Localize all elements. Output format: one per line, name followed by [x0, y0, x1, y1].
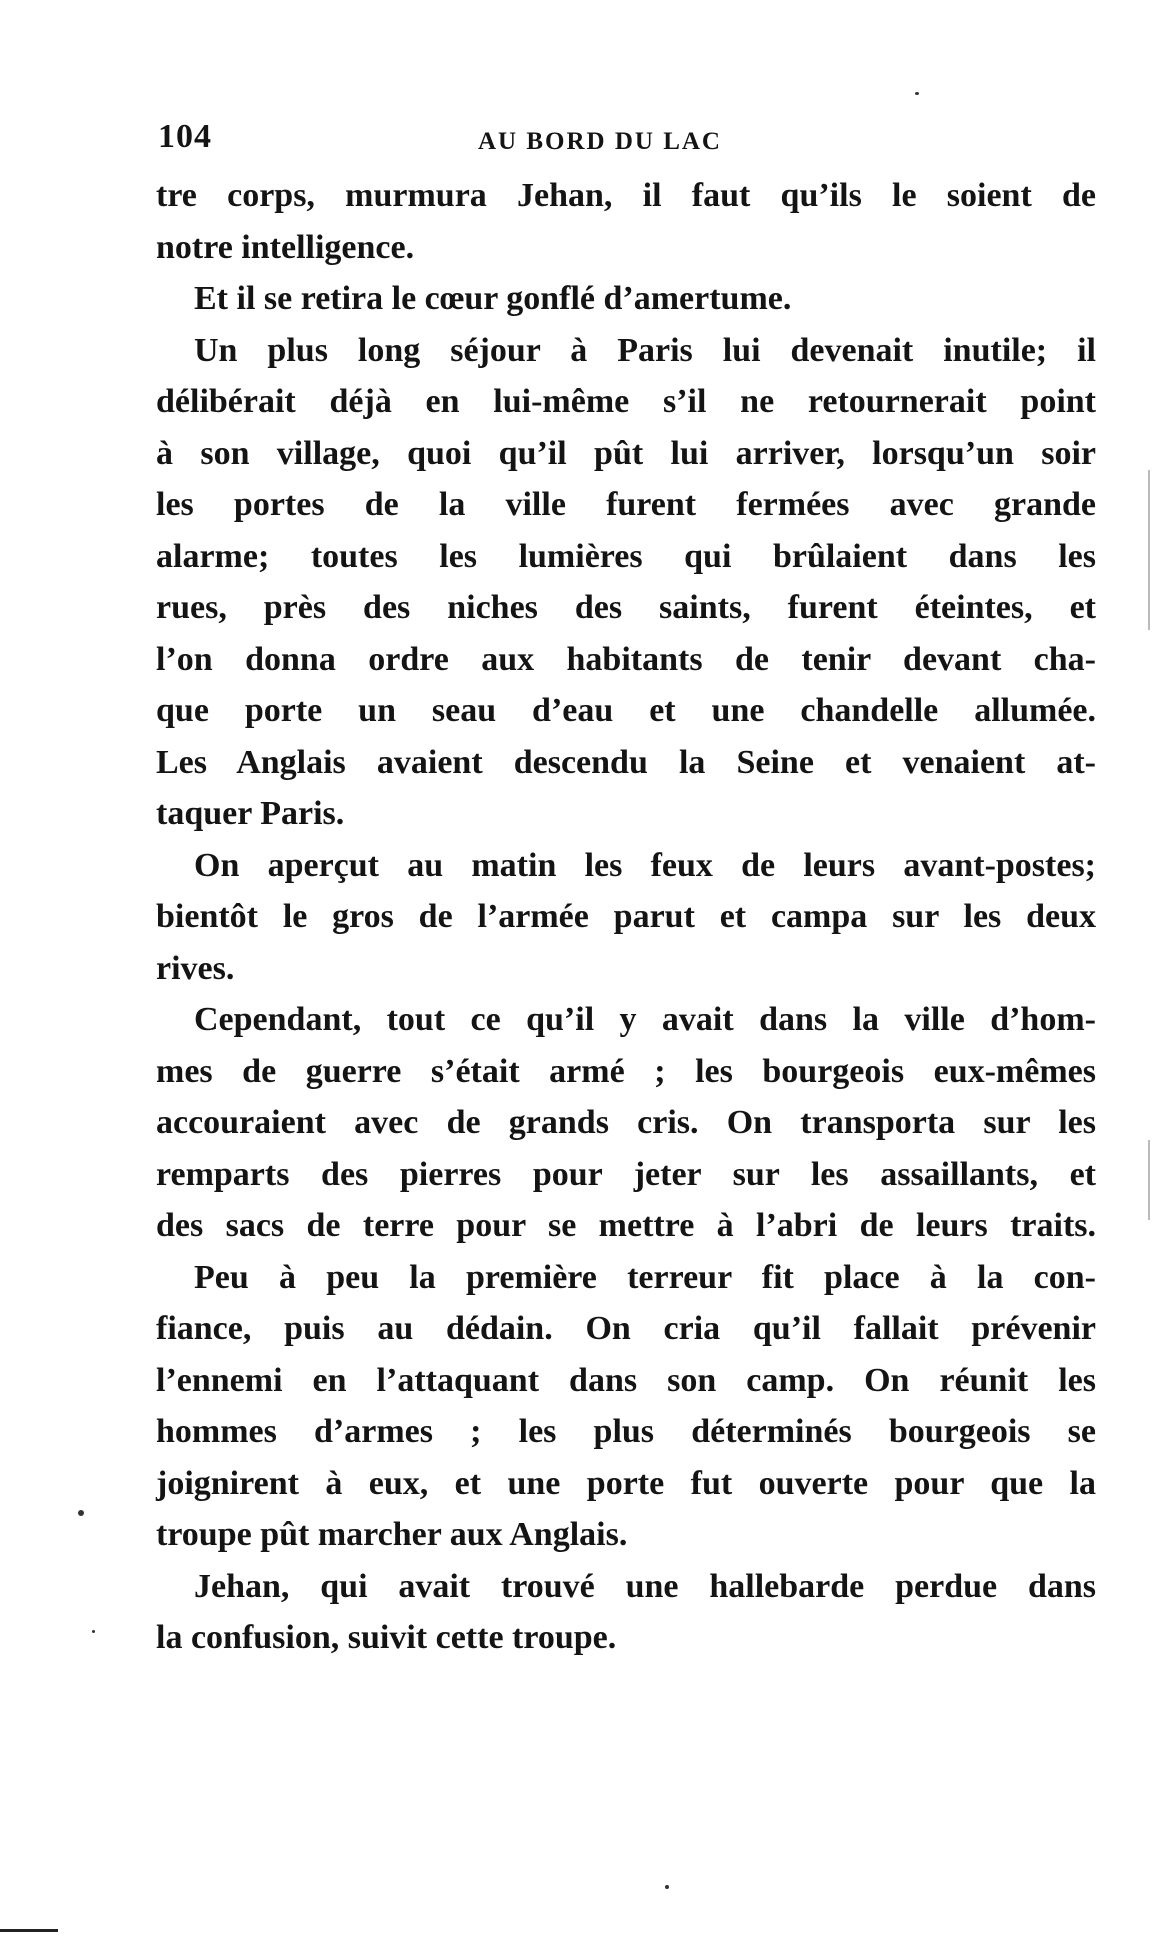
scan-edge-rule [0, 1929, 58, 1932]
text-line: Cependant, tout ce qu’il y avait dans la ville d’hom- [194, 1001, 1096, 1038]
running-title: AU BORD DU LAC [478, 128, 722, 155]
text-line: des sacs de terre pour se mettre à l’abri de leurs traits. [156, 1207, 1096, 1244]
scan-speck [78, 1510, 84, 1516]
text-line: mes de guerre s’était armé ; les bourgeois eux-mêmes [156, 1052, 1096, 1090]
text-line: rives. [156, 949, 235, 987]
text-line: Et il se retira le cœur gonflé d’amertume. [194, 280, 792, 317]
page-header [158, 118, 1088, 162]
text-line: fiance, puis au dédain. On cria qu’il fallait prévenir [156, 1310, 1096, 1347]
text-line: la confusion, suivit cette troupe. [156, 1619, 617, 1656]
text-line: troupe pût marcher aux Anglais. [156, 1516, 628, 1553]
text-line: tre corps, murmura Jehan, il faut qu’ils le soient de [156, 177, 1096, 214]
text-line: délibérait déjà en lui-même s’il ne retournerait point [156, 383, 1096, 420]
text-line: taquer Paris. [156, 795, 345, 832]
scan-speck [665, 1885, 669, 1889]
text-line: alarme; toutes les lumières qui brûlaient dans les [156, 537, 1096, 575]
text-line: bientôt le gros de l’armée parut et campa sur les deux [156, 898, 1096, 935]
text-line: les portes de la ville furent fermées avec grande [156, 486, 1096, 523]
text-line: Les Anglais avaient descendu la Seine et venaient at- [156, 743, 1096, 781]
body-text [156, 170, 1096, 1664]
text-line: notre intelligence. [156, 228, 415, 266]
text-line: rues, près des niches des saints, furent éteintes, et [156, 589, 1096, 626]
text-line: Jehan, qui avait trouvé une hallebarde perdue dans [194, 1567, 1096, 1605]
text-line: accouraient avec de grands cris. On transporta sur les [156, 1104, 1096, 1141]
text-line: hommes d’armes ; les plus déterminés bourgeois se [156, 1413, 1096, 1450]
text-line: à son village, quoi qu’il pût lui arriver, lorsqu’un soir [156, 434, 1096, 472]
page-number: 104 [158, 118, 212, 155]
text-line: l’ennemi en l’attaquant dans son camp. On réunit les [156, 1361, 1096, 1399]
scan-speck [1148, 1140, 1150, 1220]
text-line: On aperçut au matin les feux de leurs avant-postes; [194, 846, 1096, 884]
text-line: joignirent à eux, et une porte fut ouverte pour que la [156, 1464, 1096, 1502]
text-line: l’on donna ordre aux habitants de tenir devant cha- [156, 640, 1096, 678]
scan-speck [915, 92, 919, 95]
scan-speck [92, 1630, 95, 1633]
scan-speck [1148, 470, 1150, 630]
text-line: Un plus long séjour à Paris lui devenait inutile; il [194, 331, 1096, 369]
text-line: Peu à peu la première terreur fit place à la con- [194, 1258, 1096, 1296]
text-line: que porte un seau d’eau et une chandelle allumée. [156, 692, 1096, 729]
text-line: remparts des pierres pour jeter sur les assaillants, et [156, 1155, 1096, 1193]
